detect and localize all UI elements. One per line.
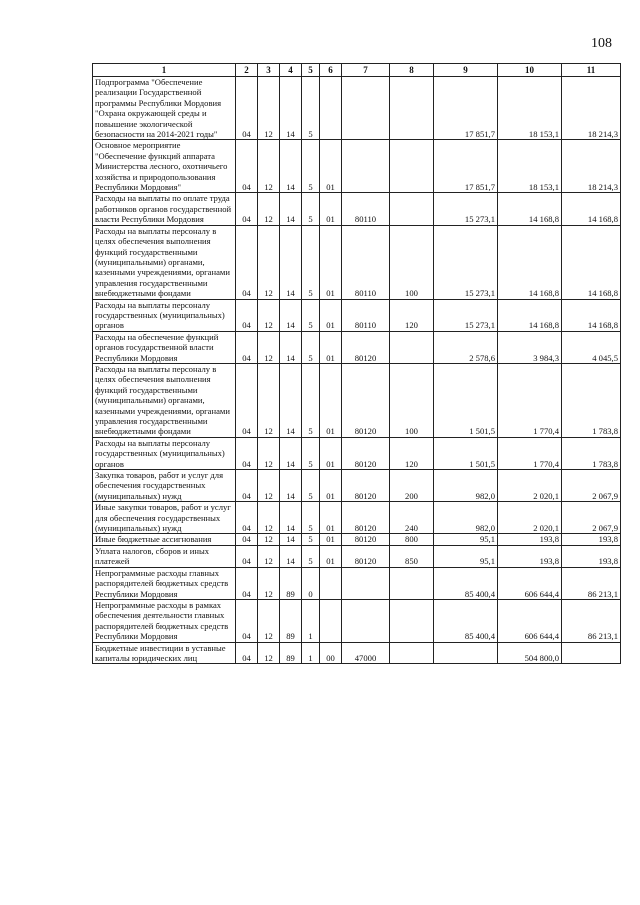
code-cell: 04 [236,470,258,502]
code-cell: 240 [390,502,434,534]
code-cell [390,77,434,140]
table-row [93,470,621,502]
value-cell: 86 213,1 [562,599,621,642]
code-cell: 5 [302,437,320,469]
code-cell: 5 [302,331,320,363]
table-header-row [93,64,621,77]
code-cell: 04 [236,642,258,664]
table-row [93,502,621,534]
code-cell: 04 [236,599,258,642]
value-cell: 18 153,1 [498,77,562,140]
row-name: Расходы на выплаты персоналу государственных (муниципальных) органов [93,437,236,469]
code-cell: 04 [236,225,258,299]
column-header: 10 [498,64,562,77]
code-cell: 01 [320,140,342,193]
code-cell [320,567,342,599]
code-cell: 850 [390,545,434,567]
code-cell: 12 [258,599,280,642]
code-cell: 12 [258,545,280,567]
value-cell: 18 214,3 [562,140,621,193]
code-cell: 04 [236,545,258,567]
code-cell: 800 [390,534,434,545]
code-cell: 14 [280,437,302,469]
row-name: Уплата налогов, сборов и иных платежей [93,545,236,567]
code-cell: 14 [280,502,302,534]
value-cell: 14 168,8 [562,193,621,225]
table-row [93,534,621,545]
row-name: Расходы на обеспечение функций органов государственной власти Республики Мордовия [93,331,236,363]
code-cell: 01 [320,299,342,331]
code-cell: 5 [302,77,320,140]
table-row [93,140,621,193]
code-cell: 12 [258,225,280,299]
value-cell: 1 770,4 [498,437,562,469]
code-cell: 12 [258,363,280,437]
value-cell: 14 168,8 [562,225,621,299]
code-cell: 80110 [342,193,390,225]
code-cell: 12 [258,140,280,193]
code-cell [320,77,342,140]
code-cell: 12 [258,534,280,545]
code-cell: 47000 [342,642,390,664]
code-cell: 01 [320,193,342,225]
code-cell: 04 [236,299,258,331]
code-cell [390,642,434,664]
code-cell: 01 [320,437,342,469]
code-cell: 0 [302,567,320,599]
code-cell: 5 [302,545,320,567]
code-cell: 5 [302,363,320,437]
value-cell: 504 800,0 [498,642,562,664]
code-cell: 100 [390,225,434,299]
code-cell: 5 [302,470,320,502]
row-name: Подпрограмма "Обеспечение реализации Государственной программы Республики Мордовия "Охрана окружающей среды и повышение экологической безопасности на 2014-2021 годы" [93,77,236,140]
code-cell: 14 [280,193,302,225]
row-name: Иные бюджетные ассигнования [93,534,236,545]
code-cell: 12 [258,470,280,502]
code-cell: 89 [280,567,302,599]
value-cell: 193,8 [562,534,621,545]
value-cell: 3 984,3 [498,331,562,363]
code-cell: 80120 [342,363,390,437]
table-body [93,77,621,664]
code-cell: 14 [280,299,302,331]
code-cell: 12 [258,299,280,331]
code-cell [390,140,434,193]
value-cell: 14 168,8 [498,193,562,225]
value-cell: 193,8 [562,545,621,567]
code-cell: 1 [302,599,320,642]
code-cell: 80110 [342,299,390,331]
value-cell: 1 770,4 [498,363,562,437]
code-cell: 14 [280,140,302,193]
code-cell [342,140,390,193]
column-header: 9 [434,64,498,77]
value-cell: 86 213,1 [562,567,621,599]
table-row [93,567,621,599]
table-row [93,299,621,331]
value-cell: 15 273,1 [434,225,498,299]
code-cell: 5 [302,299,320,331]
code-cell: 89 [280,642,302,664]
row-name: Бюджетные инвестиции в уставные капиталы юридических лиц [93,642,236,664]
code-cell: 04 [236,193,258,225]
row-name: Иные закупки товаров, работ и услуг для обеспечения государственных (муниципальных) нужд [93,502,236,534]
value-cell: 193,8 [498,545,562,567]
value-cell: 18 153,1 [498,140,562,193]
table-row [93,437,621,469]
code-cell [390,193,434,225]
row-name: Расходы на выплаты персоналу государственных (муниципальных) органов [93,299,236,331]
code-cell: 00 [320,642,342,664]
table-row [93,599,621,642]
table-row [93,545,621,567]
value-cell: 18 214,3 [562,77,621,140]
row-name: Закупка товаров, работ и услуг для обеспечения государственных (муниципальных) нужд [93,470,236,502]
budget-table [92,63,621,664]
value-cell: 193,8 [498,534,562,545]
code-cell: 04 [236,363,258,437]
table-row [93,77,621,140]
code-cell: 04 [236,77,258,140]
code-cell: 5 [302,502,320,534]
code-cell: 100 [390,363,434,437]
table-row [93,642,621,664]
value-cell: 982,0 [434,502,498,534]
code-cell: 01 [320,502,342,534]
value-cell: 2 020,1 [498,470,562,502]
column-header: 6 [320,64,342,77]
column-header: 5 [302,64,320,77]
code-cell: 89 [280,599,302,642]
value-cell: 4 045,5 [562,331,621,363]
value-cell: 2 067,9 [562,502,621,534]
column-header: 11 [562,64,621,77]
code-cell: 01 [320,363,342,437]
code-cell: 04 [236,331,258,363]
row-name: Непрограммные расходы главных распорядителей бюджетных средств Республики Мордовия [93,567,236,599]
code-cell: 1 [302,642,320,664]
code-cell: 12 [258,77,280,140]
code-cell: 5 [302,140,320,193]
value-cell: 14 168,8 [498,299,562,331]
code-cell: 14 [280,534,302,545]
code-cell [342,77,390,140]
code-cell: 80120 [342,437,390,469]
code-cell [390,331,434,363]
value-cell: 95,1 [434,534,498,545]
code-cell: 01 [320,470,342,502]
code-cell: 04 [236,534,258,545]
value-cell [562,642,621,664]
value-cell: 1 783,8 [562,363,621,437]
code-cell: 80120 [342,331,390,363]
code-cell: 80120 [342,534,390,545]
code-cell: 01 [320,225,342,299]
code-cell [390,599,434,642]
row-name: Основное мероприятие "Обеспечение функций аппарата Министерства лесного, охотничьего хозяйства и природопользования Республики Мордовия" [93,140,236,193]
code-cell: 14 [280,470,302,502]
code-cell: 04 [236,502,258,534]
value-cell: 982,0 [434,470,498,502]
value-cell: 85 400,4 [434,567,498,599]
value-cell: 14 168,8 [562,299,621,331]
value-cell: 95,1 [434,545,498,567]
value-cell: 15 273,1 [434,193,498,225]
value-cell: 85 400,4 [434,599,498,642]
column-header: 1 [93,64,236,77]
code-cell [390,567,434,599]
column-header: 7 [342,64,390,77]
row-name: Непрограммные расходы в рамках обеспечения деятельности главных распорядителей бюджетных средств Республики Мордовия [93,599,236,642]
code-cell: 80120 [342,545,390,567]
code-cell: 12 [258,331,280,363]
value-cell: 1 501,5 [434,437,498,469]
code-cell: 01 [320,331,342,363]
code-cell: 80120 [342,502,390,534]
code-cell: 120 [390,299,434,331]
code-cell: 80110 [342,225,390,299]
table-row [93,193,621,225]
code-cell: 12 [258,567,280,599]
code-cell [342,567,390,599]
code-cell: 14 [280,331,302,363]
value-cell: 2 067,9 [562,470,621,502]
row-name: Расходы на выплаты персоналу в целях обеспечения выполнения функций государственными (муниципальными) органами, казенными учреждениями, органами управления государственными внебюджетными фондами [93,363,236,437]
column-header: 2 [236,64,258,77]
table-row [93,331,621,363]
code-cell: 01 [320,545,342,567]
code-cell: 200 [390,470,434,502]
page-number: 108 [591,36,612,51]
code-cell: 14 [280,77,302,140]
code-cell: 80120 [342,470,390,502]
value-cell: 15 273,1 [434,299,498,331]
code-cell: 04 [236,140,258,193]
code-cell: 14 [280,363,302,437]
table-row [93,225,621,299]
code-cell: 12 [258,502,280,534]
code-cell [342,599,390,642]
code-cell: 04 [236,437,258,469]
column-header: 3 [258,64,280,77]
value-cell: 1 783,8 [562,437,621,469]
value-cell: 1 501,5 [434,363,498,437]
value-cell [434,642,498,664]
code-cell: 5 [302,193,320,225]
value-cell: 2 020,1 [498,502,562,534]
code-cell: 5 [302,534,320,545]
code-cell: 12 [258,193,280,225]
row-name: Расходы на выплаты персоналу в целях обеспечения выполнения функций государственными (муниципальными) органами, казенными учреждениями, органами управления государственными внебюджетными фондами [93,225,236,299]
code-cell: 12 [258,437,280,469]
code-cell: 04 [236,567,258,599]
value-cell: 17 851,7 [434,77,498,140]
value-cell: 17 851,7 [434,140,498,193]
code-cell: 14 [280,225,302,299]
code-cell [320,599,342,642]
column-header: 8 [390,64,434,77]
row-name: Расходы на выплаты по оплате труда работников органов государственной власти Республики Мордовия [93,193,236,225]
code-cell: 5 [302,225,320,299]
value-cell: 606 644,4 [498,567,562,599]
column-header: 4 [280,64,302,77]
value-cell: 14 168,8 [498,225,562,299]
value-cell: 2 578,6 [434,331,498,363]
code-cell: 12 [258,642,280,664]
code-cell: 120 [390,437,434,469]
code-cell: 01 [320,534,342,545]
value-cell: 606 644,4 [498,599,562,642]
code-cell: 14 [280,545,302,567]
table-row [93,363,621,437]
